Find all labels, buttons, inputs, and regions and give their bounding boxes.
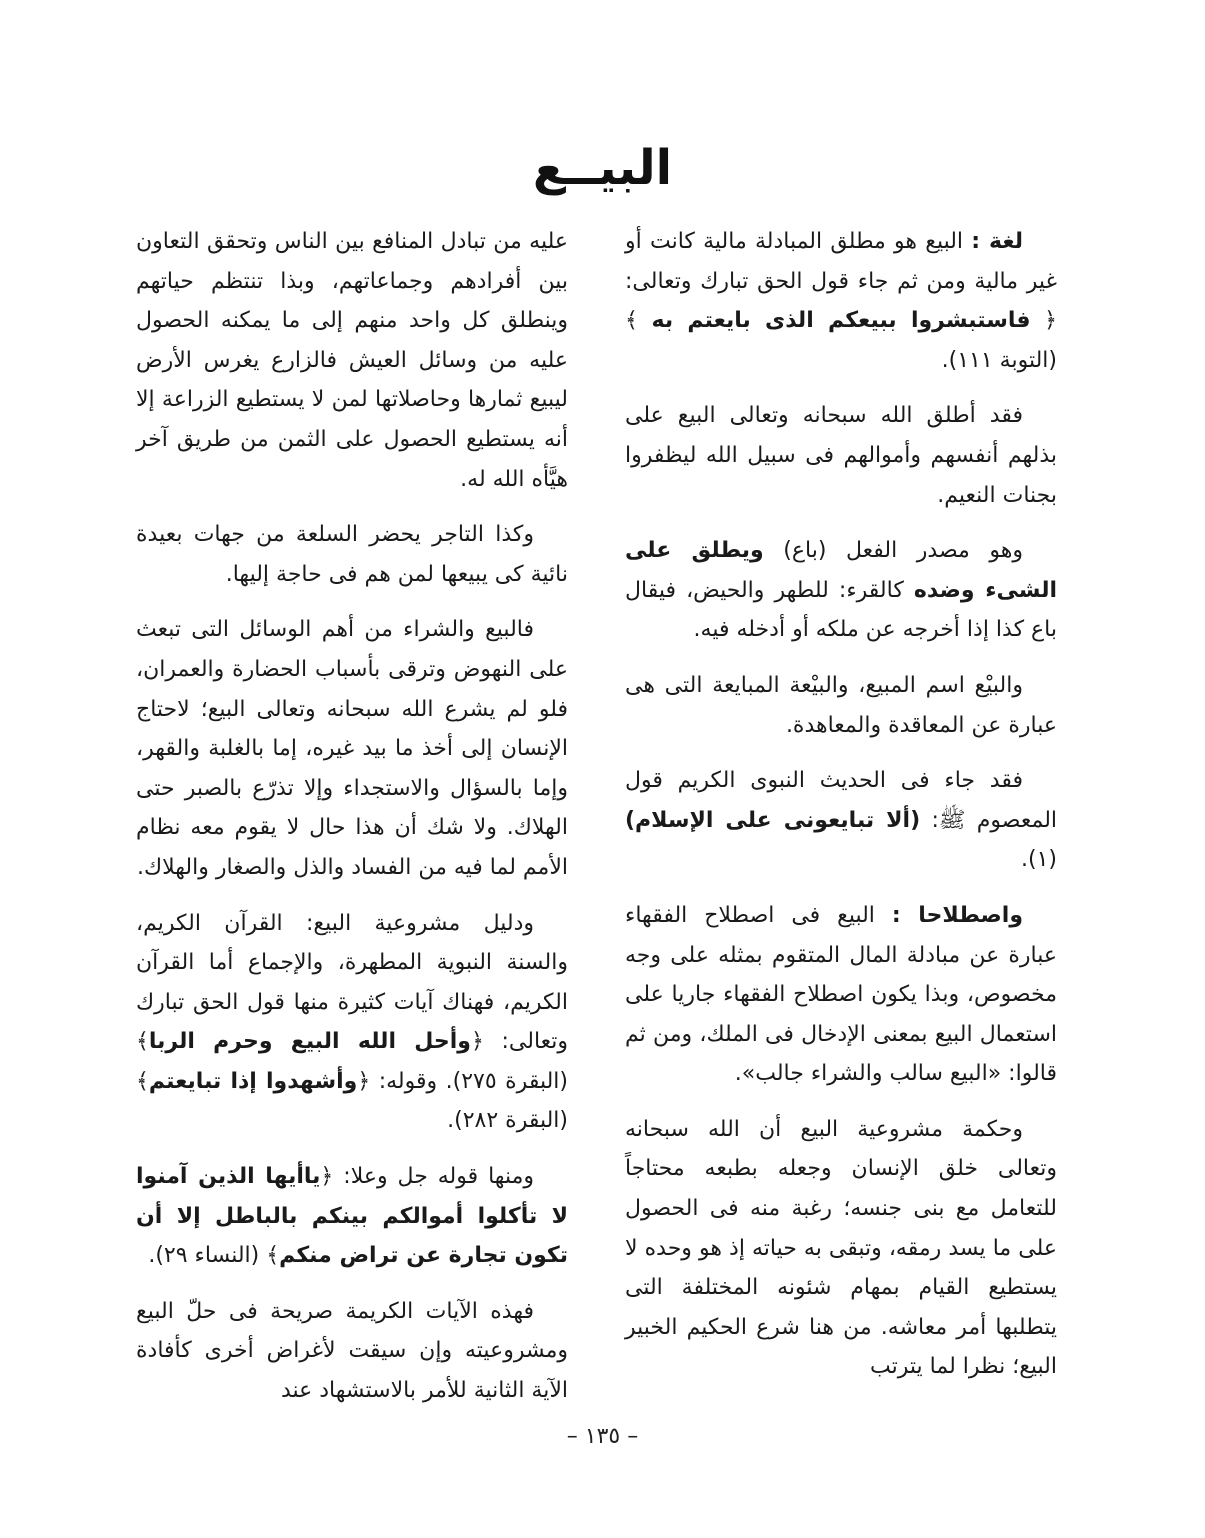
term-lugha: لغة : [971,229,1023,254]
paragraph: فهذه الآيات الكريمة صريحة فى حلّ البيع ومشروعيته وإن سيقت لأغراض أخرى كأفادة الآية الثانية للأمر بالاستشهاد عند [136,1298,568,1404]
paragraph [136,1157,568,1276]
paragraph: والبيْع اسم المبيع، والبيْعة المبايعة التى هى عبارة عن المعاقدة والمعاهدة. [625,672,1057,738]
paragraph: فالبيع والشراء من أهم الوسائل التى تبعث على النهوض وترقى بأسباب الحضارة والعمران، فلو لم يشرع الله سبحانه وتعالى البيع؛ لاحتاج الإنسان إلى أخذ ما بيد غيره، إما بالغلبة والقهر، وإما بالسؤال والاستجداء وإلا تذرّع بالصبر حتى الهلاك. ولا شك أن هذا حال لا يقوم معه نظام الأمم لما فيه من الفساد والذل والصغار والهلاك. [136,617,568,880]
text: وهو مصدر الفعل (باع) [763,538,1024,564]
paragraph: وكذا التاجر يحضر السلعة من جهات بعيدة نائية كى يبيعها لمن هم فى حاجة إليها. [136,522,568,587]
hadith-quote: (ألا تبايعونى على الإسلام) [625,807,921,833]
text: ﴾ (البقرة ٢٨٢). [136,1068,568,1134]
paragraph: فقد أطلق الله سبحانه وتعالى البيع على بذلهم أنفسهم وأموالهم فى سبيل الله ليظفروا بجنات النعيم. [625,403,1057,508]
quran-verse: وأحل الله البيع وحرم الربا [148,1029,471,1055]
paragraph-evidence [136,904,568,1142]
text: كالقرء: للطهر والحيض، فيقال باع كذا إذا أخرجه عن ملكه أو أدخله فيه. [625,577,1057,643]
text: البيع فى اصطلاح الفقهاء عبارة عن مبادلة المال المتقوم بمثله على وجه مخصوص، وبذا يكون اصطلاح الفقهاء جاريا على استعمال البيع بمعنى الإدخال فى الملك، ومن ثم قالوا: «البيع سالب والشراء جالب». [625,902,1057,1087]
quran-verse: ياأيها الذين آمنوا لا تأكلوا أموالكم بينكم بالباطل إلا أن تكون تجارة عن تراض منكم [136,1164,568,1269]
text: ﴾ (النساء ٢٩). [148,1243,280,1269]
term-istilahan: واصطلاحا : [891,902,1023,928]
paragraph-definition-language [625,222,1057,380]
text: فقد جاء فى الحديث النبوى الكريم قول المعصوم ﷺ: [625,768,1058,833]
right-column [625,222,1057,1403]
text: البيع هو مطلق المبادلة مالية كانت أو غير مالية ومن ثم جاء قول الحق تبارك وتعالى: ﴿ [625,229,1057,334]
paragraph [625,531,1057,650]
quran-verse: وأشهدوا إذا تبايعتم [148,1068,358,1094]
paragraph: عليه من تبادل المنافع بين الناس وتحقق التعاون بين أفرادهم وجماعاتهم، وبذا تنتظم حياتهم وينطلق كل واحد منهم إلى ما يمكنه الحصول عليه من وسائل العيش فالزارع يغرس الأرض ليبيع ثمارها وحاصلاتها لمن لا يستطيع الزراعة إلا أنه يستطيع الحصول على الثمن من طريق آخر هيَّأه الله له. [136,229,568,492]
text: ﴾ (البقرة ٢٧٥). وقوله: ﴿ [136,1029,568,1094]
left-column [136,222,568,1427]
paragraph-definition-technical [625,896,1057,1094]
text: ودليل مشروعية البيع: القرآن الكريم، والسنة النبوية المطهرة، والإجماع أما القرآن الكريم، فهناك آيات كثيرة منها قول الحق تبارك وتعالى: ﴿ [136,910,569,1055]
paragraph: وحكمة مشروعية البيع أن الله سبحانه وتعالى خلق الإنسان وجعله بطبعه محتاجاً للتعامل مع بنى جنسه؛ رغبة منه فى الحصول على ما يسد رمقه، وتبقى به حياته إذ هو وحده لا يستطيع القيام بمهام شئونه المختلفة التى يتطلبها أمر معاشه. من هنا شرع الحكيم الخبير البيع؛ نظرا لما يترتب [625,1116,1057,1380]
paragraph-hadith [625,761,1057,880]
text: ومنها قوله جل وعلا: ﴿ [320,1164,534,1190]
footnote-ref: (١). [1021,847,1057,873]
text: ﴾ (التوبة ١١١). [625,308,1057,373]
page-title: البيــع [532,140,673,196]
bold-phrase: ويطلق على الشىء وضده [625,538,1057,603]
quran-verse: فاستبشروا ببيعكم الذى بايعتم به [651,308,1031,334]
page-number: – ١٣٥ – [566,1424,639,1449]
